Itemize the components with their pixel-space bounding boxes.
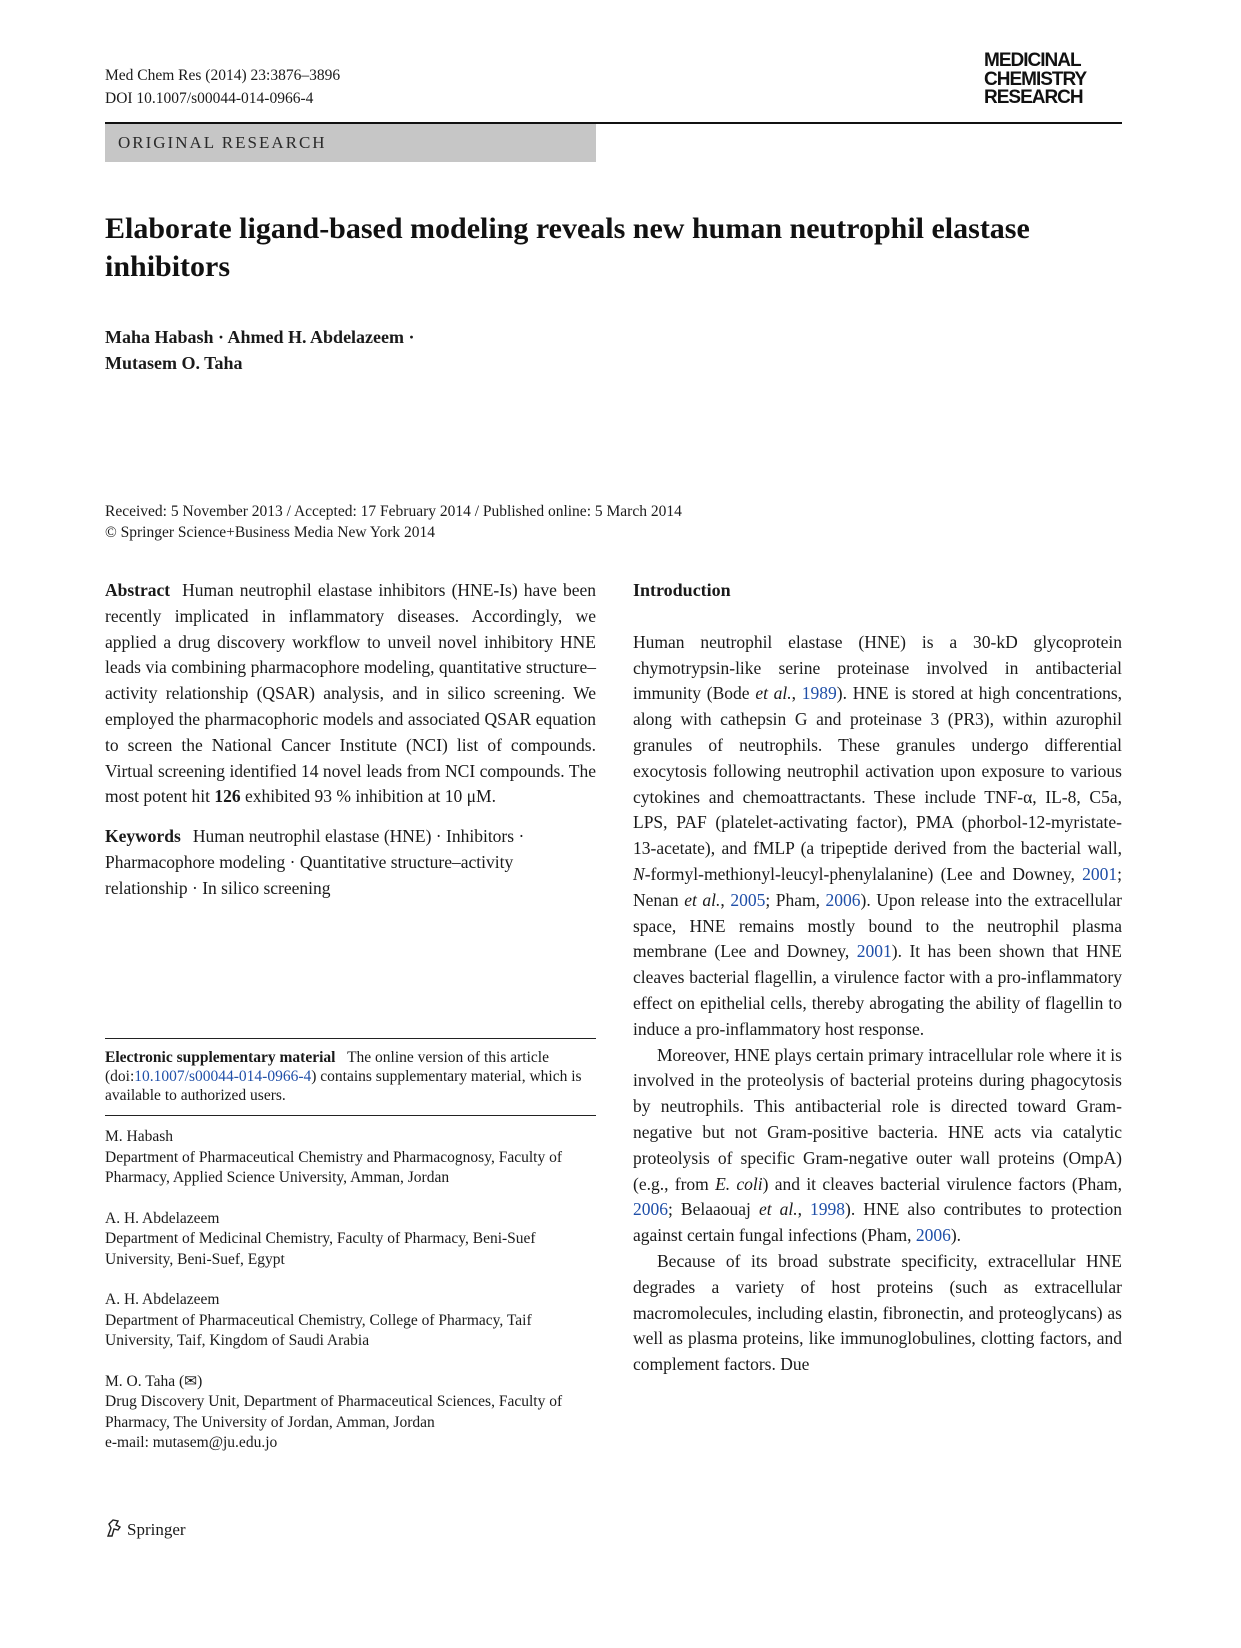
affiliation (105, 1209, 596, 1271)
affiliation-name: A. H. Abdelazeem (105, 1209, 220, 1227)
citation-link[interactable]: 2006 (915, 1225, 951, 1246)
intro-paragraph-3: Because of its broad substrate specificity, extracellular HNE degrades a variety of host proteins (such as extracellular macromolecules, including elastin, fibronectin, and proteoglycans) as well as plasma proteins, like immunoglobulines, clotting factors, and complement factors. Due (633, 1250, 1122, 1375)
text: ). (950, 1225, 962, 1246)
affiliation-name: M. Habash (105, 1128, 174, 1145)
affiliation-name: M. O. Taha (✉) (105, 1372, 203, 1390)
supplementary-top-rule (105, 1038, 596, 1039)
introduction-heading: Introduction (633, 580, 731, 600)
keywords-heading: Keywords (105, 826, 181, 847)
text: ; Nenan (633, 863, 1122, 910)
citation-link[interactable]: 2006 (825, 889, 861, 910)
text: ) and it cleaves bacterial virulence factors (Pham, (762, 1173, 1122, 1194)
intro-paragraph-1 (633, 630, 1122, 1043)
text: ). It has been shown that HNE cleaves bacterial flagellin, a virulence factor with a pro-inflammatory effect on epithelial cells, thereby abrogating the ability of flagellin to induce a pro-inflammatory host response. (633, 941, 1122, 1039)
abstract (105, 578, 596, 810)
journal-logo (984, 52, 1124, 108)
text-italic: et al. (758, 1199, 798, 1220)
author-list (105, 324, 705, 376)
text: Human neutrophil elastase (HNE) is a 30-kD glycoprotein chymotrypsin-like serine proteinase involved in antibacterial immunity (Bode (633, 631, 1122, 704)
text-italic: E. coli (715, 1173, 763, 1194)
citation-link[interactable]: 2001 (856, 941, 892, 962)
article-category: ORIGINAL RESEARCH (105, 124, 596, 162)
supplementary-bottom-rule (105, 1115, 596, 1116)
publisher-footer (105, 1518, 186, 1545)
citation-link[interactable]: 1989 (801, 683, 837, 704)
keywords (105, 824, 596, 901)
citation-link[interactable]: 1998 (810, 1199, 846, 1220)
logo-line-2: CHEMISTRY (984, 68, 1087, 90)
supplementary-heading: Electronic supplementary material (105, 1049, 336, 1066)
doi-line: DOI 10.1007/s00044-014-0966-4 (105, 90, 314, 107)
affiliation-dept: Department of Pharmaceutical Chemistry, College of Pharmacy, Taif University, Taif, Kingdom of Saudi Arabia (105, 1311, 532, 1349)
text: , (797, 1199, 811, 1220)
supplementary-doi-link[interactable]: 10.1007/s00044-014-0966-4 (134, 1068, 312, 1085)
affiliation-email[interactable]: e-mail: mutasem@ju.edu.jo (105, 1434, 278, 1451)
publication-dates (105, 501, 1005, 543)
keywords-list: Human neutrophil elastase (HNE) · Inhibitors · Pharmacophore modeling · Quantitative structure–activity relationship · In silico screening (105, 826, 525, 898)
text: Moreover, HNE plays certain primary intracellular role where it is involved in the proteolysis of bacterial proteins during phagocytosis by neutrophils. This antibacterial role is directed toward Gram-negative but not Gram-positive bacteria. HNE acts via catalytic proteolysis of specific Gram-negative outer wall proteins (OmpA) (e.g., from (633, 1044, 1122, 1194)
citation-link[interactable]: 2001 (1082, 863, 1118, 884)
logo-line-1: MEDICINAL (984, 50, 1081, 71)
text: ). HNE is stored at high concentrations, along with cathepsin G and proteinase 3 (PR3), within azurophil granules of neutrophils. These granules undergo differential exocytosis following neutrophil activation upon exposure to various cytokines and chemoattractants. These include TNF-α, IL-8, C5a, LPS, PAF (platelet-activating factor), PMA (phorbol-12-myristate-13-acetate), and fMLP (a tripeptide derived from the bacterial wall, (633, 683, 1122, 859)
affiliation-dept: Department of Medicinal Chemistry, Faculty of Pharmacy, Beni-Suef University, Beni-Suef, Egypt (105, 1230, 536, 1268)
text: -formyl-methionyl-leucyl-phenylalanine) (Lee and Downey, (644, 863, 1083, 884)
affiliation-name: A. H. Abdelazeem (105, 1291, 220, 1308)
supplementary-text-b: ) contains supplementary material, which is available to authorized users. (105, 1068, 582, 1104)
history-dates: Received: 5 November 2013 / Accepted: 17 February 2014 / Published online: 5 March 2014 (105, 503, 682, 520)
text: , (791, 683, 802, 704)
text: ). Upon release into the extracellular space, HNE remains mostly bound to the neutrophil plasma membrane (Lee and Downey, (633, 889, 1122, 962)
text-italic: et al. (755, 683, 792, 704)
text: ; Belaaouaj (668, 1199, 759, 1220)
text: ; Pham, (765, 889, 826, 910)
affiliations (105, 1127, 596, 1474)
text-italic: N (633, 863, 645, 884)
text: , (720, 889, 731, 910)
journal-citation (105, 64, 340, 110)
affiliation-dept: Drug Discovery Unit, Department of Pharmaceutical Sciences, Faculty of Pharmacy, The University of Jordan, Amman, Jordan (105, 1393, 563, 1431)
affiliation (105, 1127, 596, 1189)
publisher-name: Springer (127, 1520, 186, 1539)
text: ). HNE also contributes to protection against certain fungal infections (Pham, (633, 1199, 1122, 1246)
intro-paragraph-2 (633, 1043, 1122, 1249)
citation-link[interactable]: 2005 (730, 889, 766, 910)
abstract-hit-number: 126 (214, 786, 241, 807)
supplementary-note (105, 1048, 596, 1105)
left-column (105, 578, 596, 902)
authors-line-2: Mutasem O. Taha (105, 353, 243, 373)
springer-horse-icon (105, 1518, 123, 1545)
copyright-line: © Springer Science+Business Media New York 2014 (105, 524, 436, 541)
authors-line-1: Maha Habash · Ahmed H. Abdelazeem · (105, 327, 415, 347)
affiliation-dept: Department of Pharmaceutical Chemistry and Pharmacognosy, Faculty of Pharmacy, Applied Science University, Amman, Jordan (105, 1148, 562, 1186)
logo-line-3: RESEARCH (984, 87, 1083, 108)
right-column (633, 578, 1122, 1378)
abstract-text-a: Human neutrophil elastase inhibitors (HNE-Is) have been recently implicated in inflammatory diseases. Accordingly, we applied a drug discovery workflow to unveil novel inhibitory HNE leads via combining pharmacophore modeling, quantitative structure–activity relationship (QSAR) analysis, and in silico screening. We employed the pharmacophoric models and associated QSAR equation to screen the National Cancer Institute (NCI) list of compounds. Virtual screening identified 14 novel leads from NCI compounds. The most potent hit (105, 580, 596, 807)
text-italic: et al. (684, 889, 721, 910)
abstract-text-b: exhibited 93 % inhibition at 10 μM. (240, 786, 496, 807)
supplementary-text-a: The online version of this article (doi: (105, 1049, 549, 1085)
citation-link[interactable]: 2006 (633, 1199, 668, 1220)
abstract-heading: Abstract (105, 580, 171, 600)
journal-line: Med Chem Res (2014) 23:3876–3896 (105, 67, 341, 84)
affiliation (105, 1372, 596, 1454)
affiliation (105, 1290, 596, 1352)
article-title: Elaborate ligand-based modeling reveals new human neutrophil elastase inhibitors (105, 212, 1030, 283)
